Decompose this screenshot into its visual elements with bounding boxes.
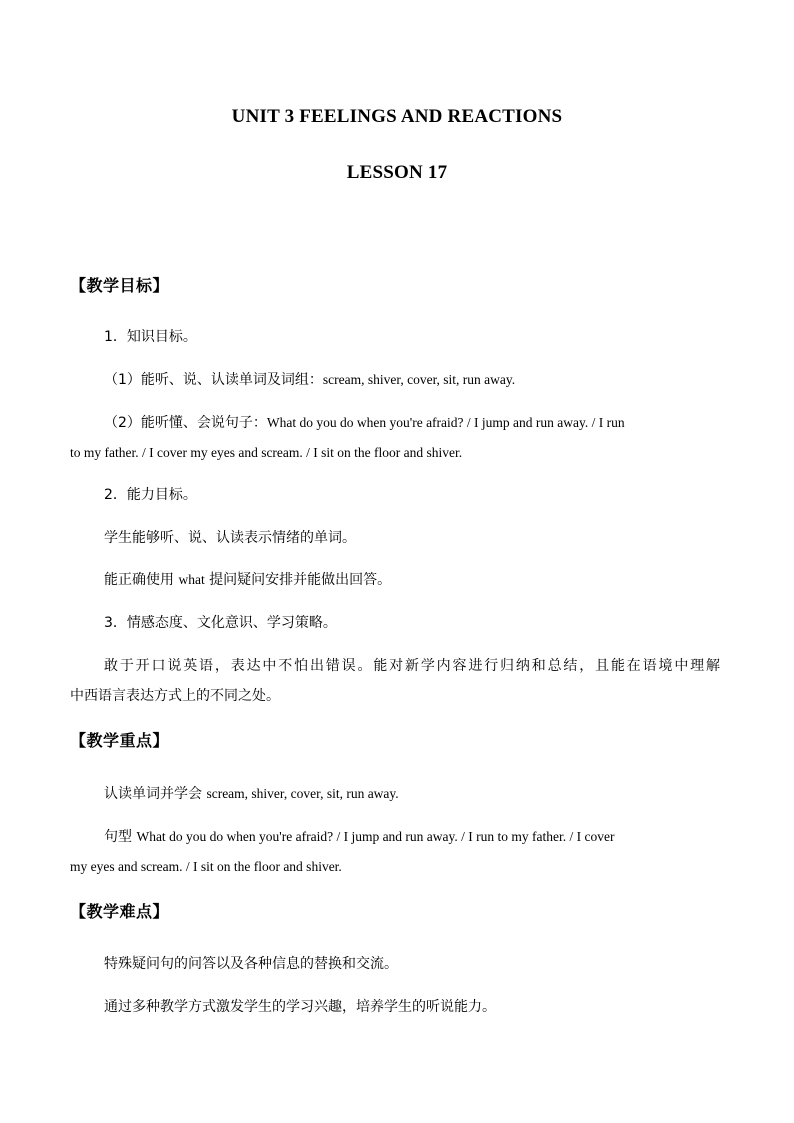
objective-item-3: 3．情感态度、文化意识、学习策略。 xyxy=(104,615,337,631)
ability-line-2-b: 提问疑问安排并能做出回答。 xyxy=(204,572,392,588)
difficulty-line-1: 特殊疑问句的问答以及各种信息的替换和交流。 xyxy=(104,956,398,972)
keypoint-line-2-continued: my eyes and scream. / I sit on the floor and shiver. xyxy=(70,859,342,874)
ability-line-2-a: 能正确使用 xyxy=(104,572,179,588)
keypoint-line-2-en: What do you do when you're afraid? / I jump and run away. / I run to my father. / I cover xyxy=(136,829,615,844)
ability-line-2-en: what xyxy=(178,572,205,587)
objectives-heading: 【教学目标】 xyxy=(70,276,170,295)
attitude-line-1: 敢于开口说英语，表达中不怕出错误。能对新学内容进行归纳和总结，且能在语境中理解 xyxy=(104,658,720,674)
keypoint-line-2 xyxy=(104,827,614,847)
attitude-line-2: 中西语言表达方式上的不同之处。 xyxy=(70,688,280,704)
keypoint-line-1-en: scream, shiver, cover, sit, run away. xyxy=(206,786,399,801)
keypoint-line-2-cn: 句型 xyxy=(104,829,137,845)
objective-sub-2-continued: to my father. / I cover my eyes and scream. / I sit on the floor and shiver. xyxy=(70,445,463,460)
difficulties-heading: 【教学难点】 xyxy=(70,902,170,921)
objective-sub-1-cn: （1）能听、说、认读单词及词组： xyxy=(104,372,323,388)
keypoint-line-1 xyxy=(104,784,399,804)
ability-line-2 xyxy=(104,570,391,590)
objective-sub-2-cn: （2）能听懂、会说句子： xyxy=(104,415,267,431)
objective-sub-1-en: scream, shiver, cover, sit, run away. xyxy=(322,372,516,387)
difficulty-line-2: 通过多种教学方式激发学生的学习兴趣，培养学生的听说能力。 xyxy=(104,999,496,1015)
objective-sub-2-en: What do you do when you're afraid? / I jump and run away. / I run xyxy=(266,415,625,430)
unit-title: UNIT 3 FEELINGS AND REACTIONS xyxy=(231,106,563,127)
keypoints-heading: 【教学重点】 xyxy=(70,731,170,750)
objective-sub-1 xyxy=(104,370,515,390)
lesson-title: LESSON 17 xyxy=(346,162,448,183)
objective-item-1: 1．知识目标。 xyxy=(104,329,197,345)
ability-line-1: 学生能够听、说、认读表示情绪的单词。 xyxy=(104,530,356,546)
keypoint-line-1-cn: 认读单词并学会 xyxy=(104,786,207,802)
objective-item-2: 2．能力目标。 xyxy=(104,487,197,503)
objective-sub-2 xyxy=(104,413,625,433)
